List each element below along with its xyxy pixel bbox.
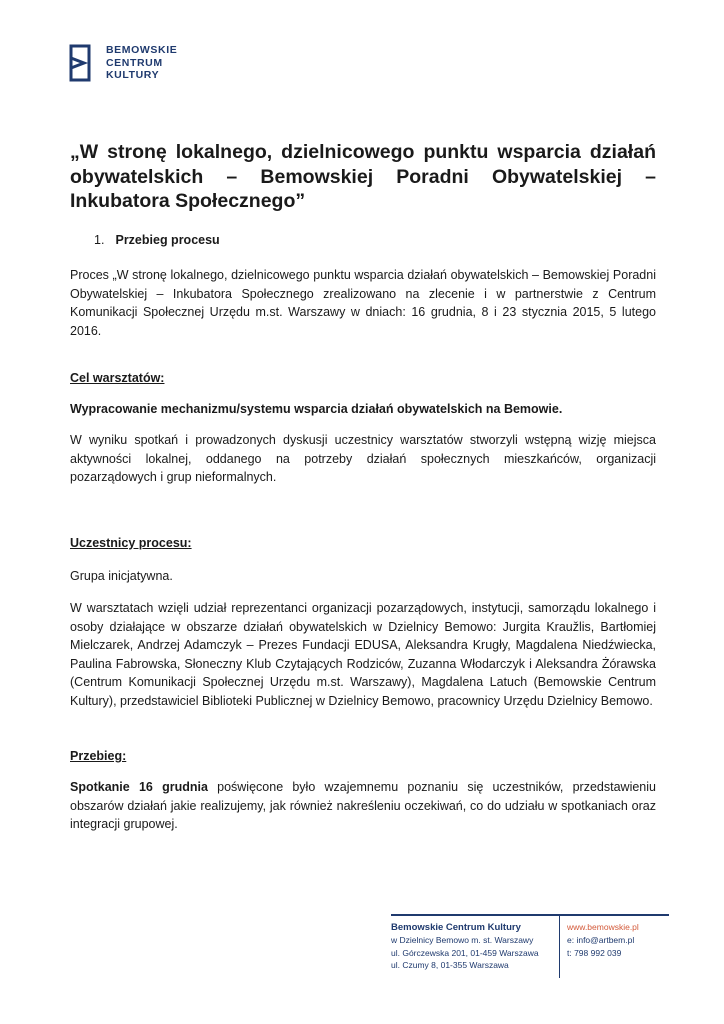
przebieg-text: poświęcone było wzajemnemu poznaniu się uczestników, przedstawieniu obszarów działań jakie realizujemy, jak również nakreśleniu oczekiwań, co do udziału w spotkaniach oraz integracji grupowej. [70,780,656,831]
footer-org: Bemowskie Centrum Kultury [391,922,521,933]
participants-paragraph: W warsztatach wzięli udział reprezentanci organizacji pozarządowych, instytucji, samorządu lokalnego i osoby działające w obszarze działań obywatelskich w Dzielnicy Bemowo: Jurgita Kraužlis, Bartłomiej Mielczarek, Andrzej Adamczyk – Prezes Fundacji EDUSA, Aleksandra Krugły, Magdalena Niedźwiecka, Paulina Fabrowska, Słoneczny Klub Czytających Rodziców, Zuzanna Włodarczyk i Aleksandra Żórawska (Centrum Komunikacji Społecznej Urzędu m.st. Warszawy), Magdalena Latuch (Bemowskie Centrum Kultury), przedstawiciel Biblioteki Publicznej w Dzielnicy Bemowo, pracownicy Urzędu Dzielnicy Bemowo. [70,601,656,708]
footer-address [391,916,560,978]
footer-addr-2: ul. Górczewska 201, 01-459 Warszawa [391,947,539,958]
logo-line-2: CENTRUM [106,56,163,69]
intro-paragraph: Proces „W stronę lokalnego, dzielnicowego punktu wsparcia działań obywatelskich – Bemowskiej Poradni Obywatelskiej – Inkubatora Społecznego zrealizowano na zlecenie i w partnerstwie z Centrum Komunikacji Społecznej Urzędu m.st. Warszawy w dniach: 16 grudnia, 8 i 23 stycznia 2015, 5 lutego 2016. [70,268,656,338]
section-heading [94,233,220,247]
footer-addr-3: ul. Czumy 8, 01-355 Warszawa [391,960,509,970]
participants-group: Grupa inicjatywna. [70,569,173,583]
przebieg-heading: Przebieg: [70,749,127,763]
logo-line-1: BEMOWSKIE [106,44,178,56]
footer-contact [560,916,639,978]
cel-paragraph: W wyniku spotkań i prowadzonych dyskusji uczestnicy warsztatów stworzyli wstępną wizję miejsca aktywności lokalnej, oddanego na potrzeby działań społecznych mieszkańców, organizacji pozarządowych i grup nieformalnych. [70,433,656,484]
footer-addr-1: w Dzielnicy Bemowo m. st. Warszawy [391,935,534,945]
cel-goal: Wypracowanie mechanizmu/systemu wsparcia działań obywatelskich na Bemowie. [70,402,563,416]
document-title: „W stronę lokalnego, dzielnicowego punktu wsparcia działań obywatelskich – Bemowskiej Poradni Obywatelskiej – Inkubatora Społecznego” [70,141,656,212]
section-number: 1. [94,233,105,247]
footer-website[interactable]: www.bemowskie.pl [567,922,639,932]
logo-text [106,44,177,82]
cel-heading: Cel warsztatów: [70,371,165,385]
przebieg-paragraph [70,778,656,834]
bck-logo-icon [68,44,92,82]
page-footer [391,914,669,978]
participants-heading: Uczestnicy procesu: [70,536,192,550]
section-title: Przebieg procesu [115,233,220,247]
logo-line-3: KULTURY [106,69,160,81]
footer-phone: t: 798 992 039 [567,947,622,958]
footer-email[interactable]: e: info@artbem.pl [567,935,635,945]
logo [68,44,177,82]
przebieg-lead: Spotkanie 16 grudnia [70,780,208,794]
